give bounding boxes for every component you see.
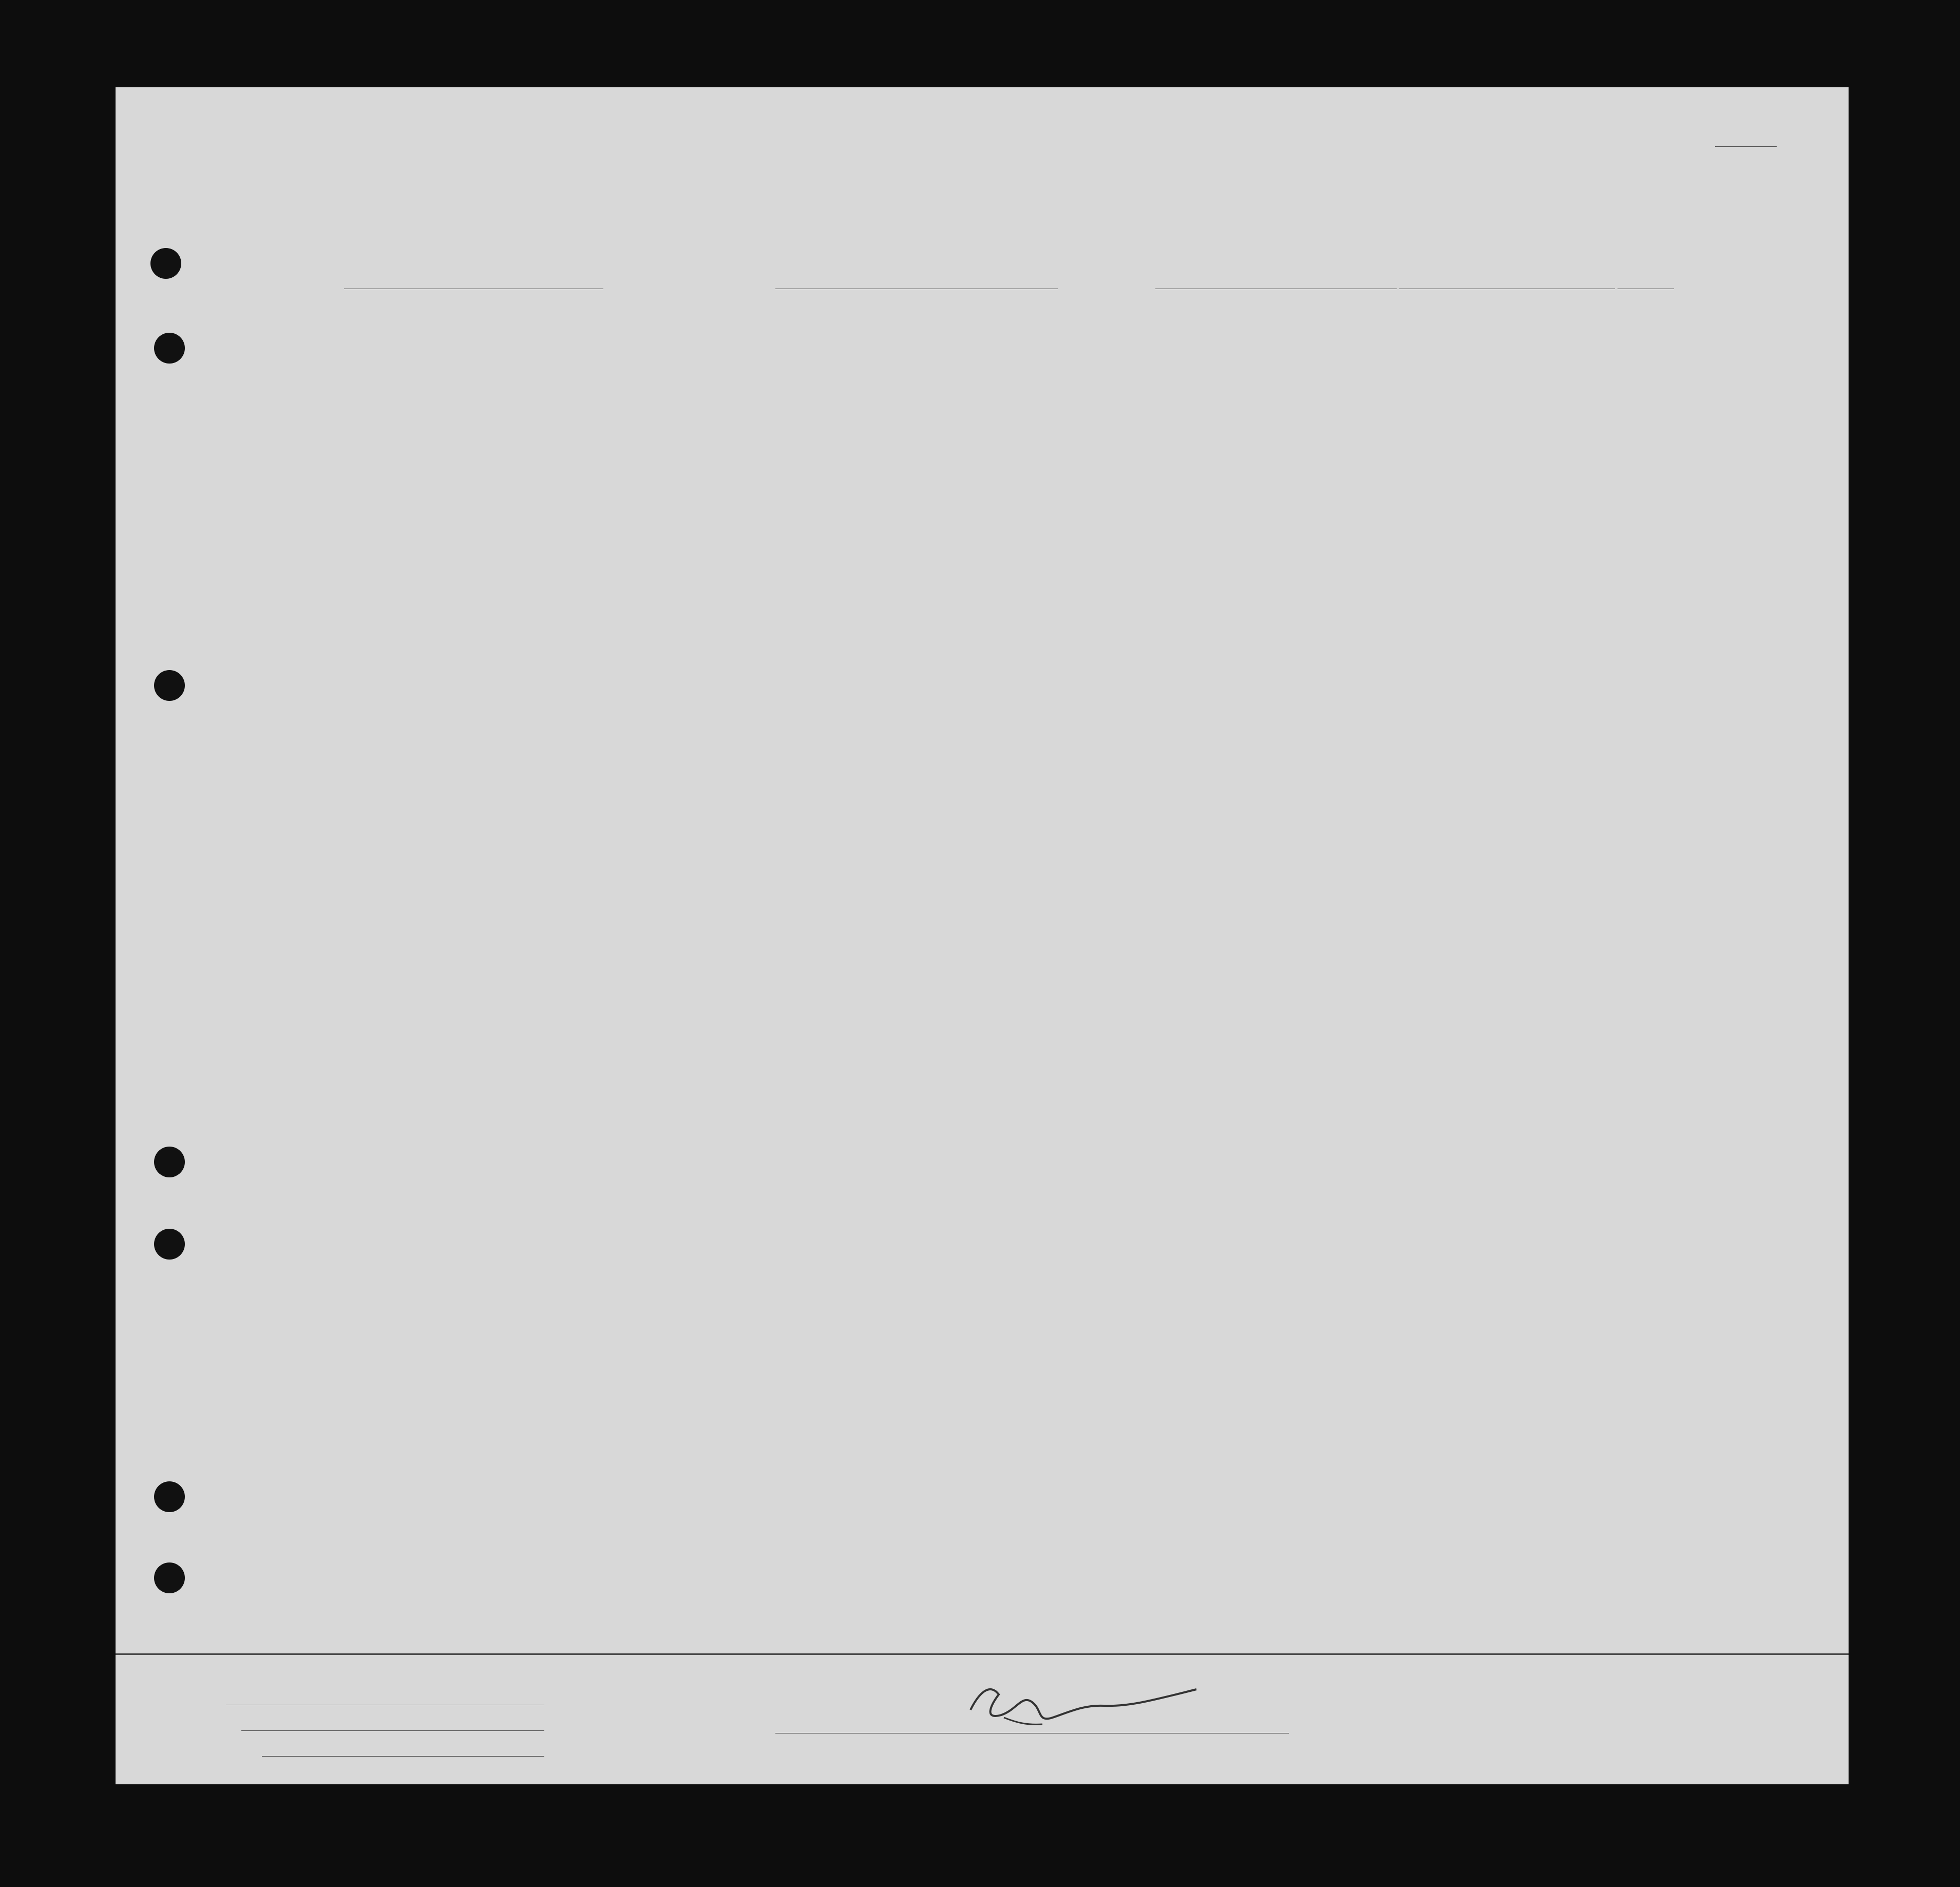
punch-hole — [154, 333, 185, 364]
footer-rule — [116, 1653, 1849, 1655]
inspector-signature — [960, 1674, 1227, 1736]
punch-hole — [154, 1147, 185, 1177]
owners-underline — [241, 1730, 544, 1731]
punch-hole — [154, 1229, 185, 1260]
punch-hole — [154, 670, 185, 701]
agents-underline — [262, 1756, 544, 1757]
sheet-underline — [1715, 146, 1777, 147]
punch-hole — [154, 1481, 185, 1512]
manifest-sheet — [116, 87, 1849, 1784]
punch-hole — [150, 248, 181, 279]
punch-hole — [154, 1562, 185, 1593]
